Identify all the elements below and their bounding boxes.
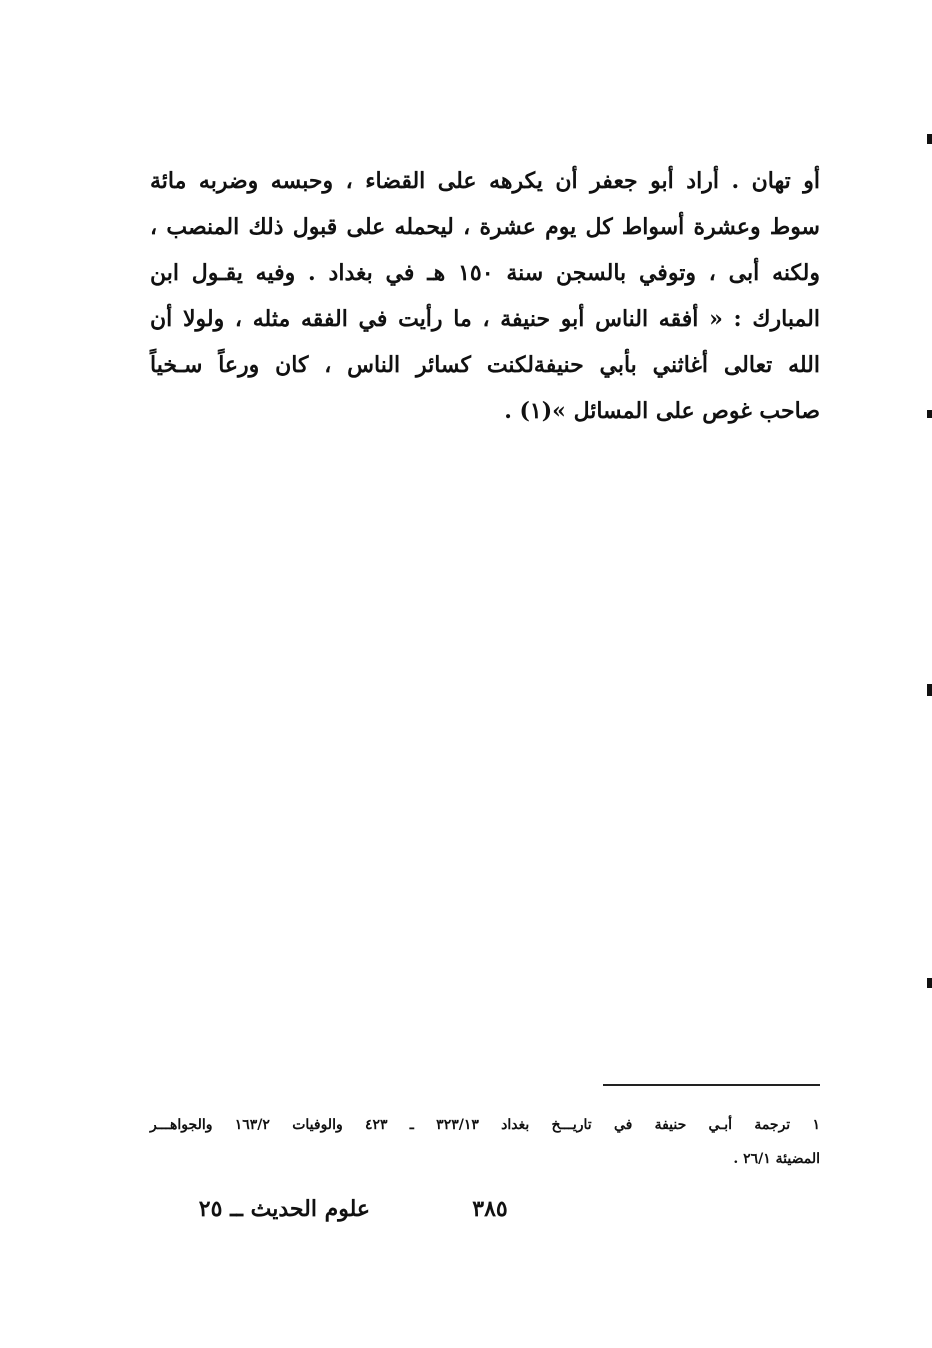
paragraph-line-6: صاحب غوص على المسائل »(١) . <box>504 398 820 424</box>
book-signature: علوم الحديث ــ ٢٥ <box>198 1196 370 1222</box>
footnote-line-2: المضيئة ٢٦/١ . <box>733 1151 820 1167</box>
edge-mark <box>927 978 932 988</box>
edge-mark <box>927 134 932 144</box>
footnote-separator-rule <box>603 1084 820 1086</box>
paragraph-line-1: أو تهان . أراد أبو جعفر أن يكرهه على القضاء ، وحبسه وضربه مائة <box>150 168 820 194</box>
paragraph-line-4: المبارك : « أفقه الناس أبو حنيفة ، ما رأيت في الفقه مثله ، ولولا أن <box>150 306 820 332</box>
paragraph-line-2: سوط وعشرة أسواط كل يوم عشرة ، ليحمله على قبول ذلك المنصب ، <box>150 214 820 240</box>
main-paragraph <box>150 158 820 434</box>
footnote <box>150 1108 820 1176</box>
edge-mark <box>927 684 932 696</box>
page-number: ٣٨٥ <box>472 1196 508 1222</box>
paragraph-line-5: الله تعالى أغاثني بأبي حنيفةلكنت كسائر الناس ، كان ورعاً سـخياً <box>150 352 820 378</box>
footnote-line-1: ١ ترجمة أبـي حنيفة في تاريـــخ بغداد ٣٢٣/١٣ ـ ٤٢٣ والوفيات ١٦٣/٢ والجواهـــر <box>150 1117 820 1133</box>
edge-mark <box>927 410 932 418</box>
paragraph-line-3: ولكنه أبى ، وتوفي بالسجن سنة ١٥٠ هـ في بغداد . وفيه يقـول ابن <box>150 260 820 286</box>
